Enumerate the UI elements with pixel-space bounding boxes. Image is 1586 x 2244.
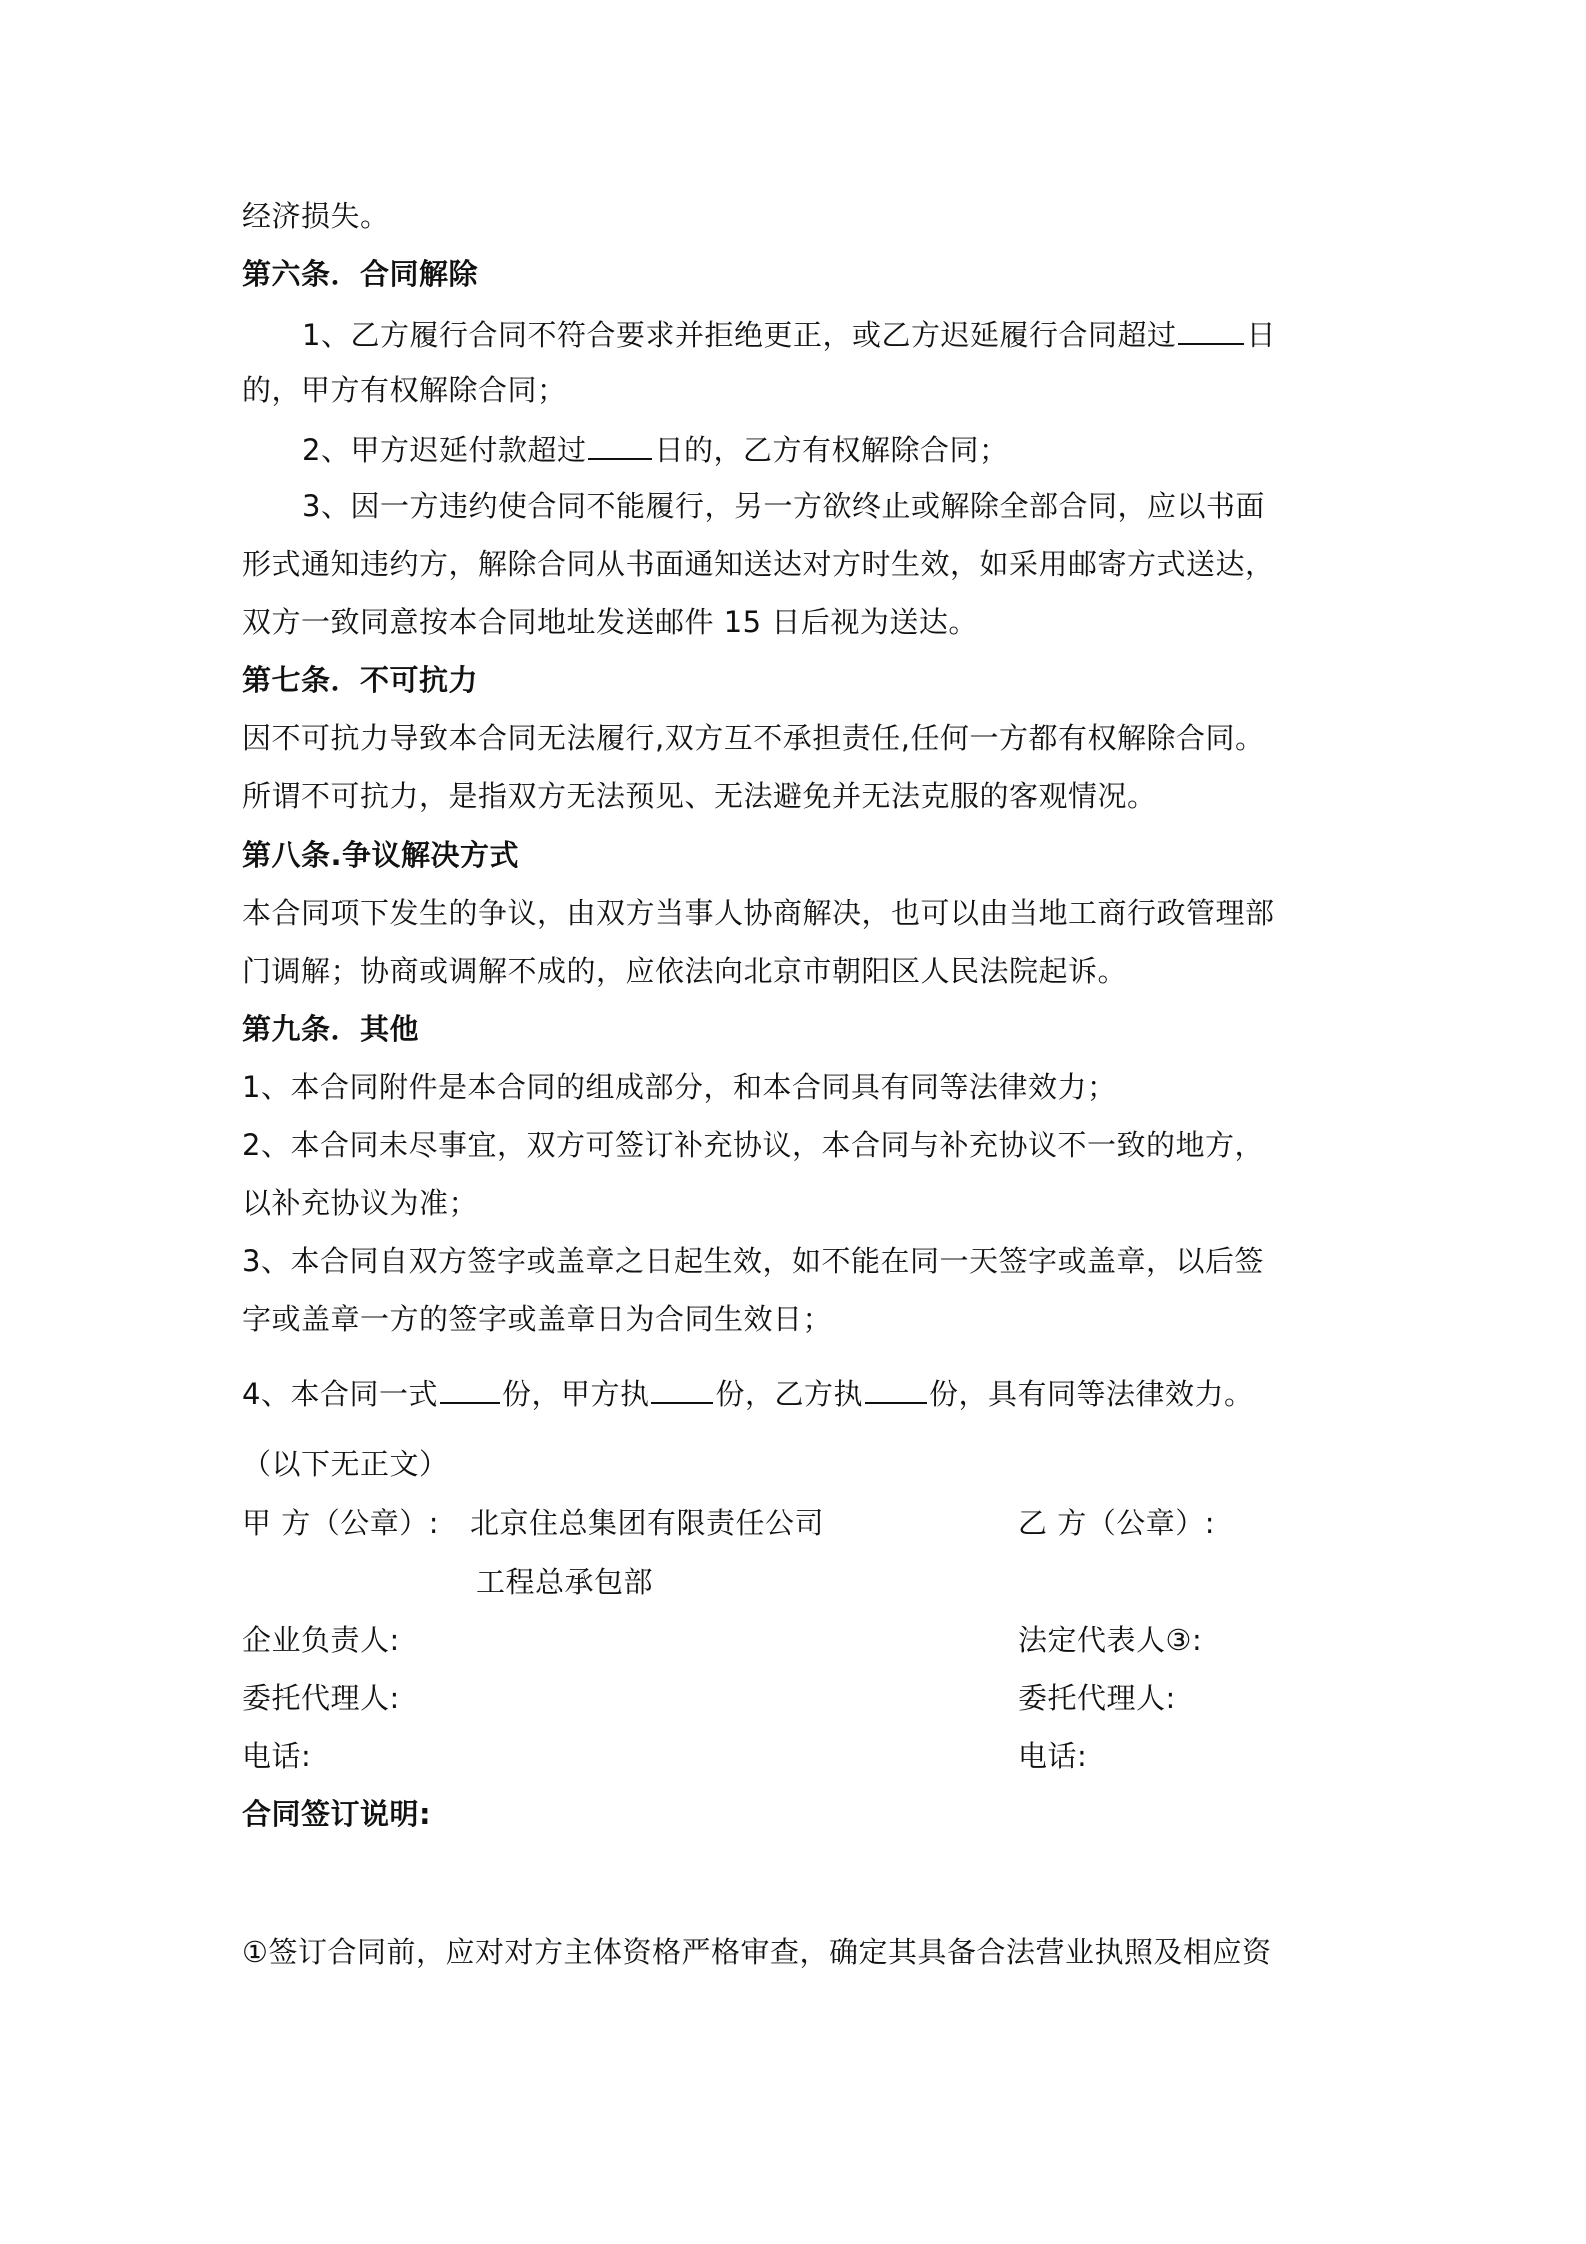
party-a-phone: 电话: [242,1739,312,1773]
text-line: 门调解；协商或调解不成的，应依法向北京市朝阳区人民法院起诉。 [242,954,1128,988]
no-more-text-note: （以下无正文） [242,1447,449,1481]
article-6-item-2 [302,428,1008,470]
text-line: 2、本合同未尽事宜，双方可签订补充协议，本合同与补充协议不一致的地方， [242,1128,1264,1162]
fill-blank [1178,313,1244,345]
article-6-item-1 [302,313,1276,355]
fill-blank [440,1372,500,1404]
party-b-legal-rep: 法定代表人③: [1018,1623,1203,1657]
fill-blank [588,428,652,460]
text-segment: 份，甲方执 [501,1377,650,1411]
article-9-item-4 [242,1372,1254,1414]
party-a-leader: 企业负责人: [242,1623,400,1657]
article-7-heading: 第七条．不可抗力 [242,663,479,697]
article-6-item-3: 3、因一方违约使合同不能履行，另一方欲终止或解除全部合同，应以书面 [302,489,1265,523]
fill-blank [651,1372,713,1404]
signing-note-1: ①签订合同前，应对对方主体资格严格审查，确定其具备合法营业执照及相应资 [242,1935,1272,1969]
text-segment: 日的，乙方有权解除合同； [654,433,1009,467]
text-line: 因不可抗力导致本合同无法履行,双方互不承担责任,任何一方都有权解除合同。 [242,721,1265,755]
party-a-label: 甲 方（公章）: [242,1506,439,1540]
text-segment: 1、乙方履行合同不符合要求并拒绝更正，或乙方迟延履行合同超过 [302,318,1177,352]
article-9-heading: 第九条．其他 [242,1012,420,1046]
text-line: 经济损失。 [242,199,390,233]
text-line: 所谓不可抗力，是指双方无法预见、无法避免并无法克服的客观情况。 [242,779,1157,813]
signing-notes-heading: 合同签订说明: [242,1797,432,1831]
party-a-dept: 工程总承包部 [476,1565,654,1599]
party-b-agent: 委托代理人: [1018,1681,1176,1715]
text-line: 本合同项下发生的争议，由双方当事人协商解决，也可以由当地工商行政管理部 [242,896,1275,930]
text-line: 字或盖章一方的签字或盖章日为合同生效日； [242,1302,833,1336]
party-b-label: 乙 方（公章）: [1018,1506,1215,1540]
text-segment: 份，具有同等法律效力。 [928,1377,1254,1411]
text-segment: 份，乙方执 [715,1377,863,1411]
fill-blank [865,1372,927,1404]
article-8-heading: 第八条.争议解决方式 [242,838,520,872]
text-line: 3、本合同自双方签字或盖章之日起生效，如不能在同一天签字或盖章，以后签 [242,1244,1264,1278]
party-b-phone: 电话: [1018,1739,1088,1773]
party-a-name: 北京住总集团有限责任公司 [470,1506,825,1540]
text-segment: 日 [1246,318,1276,352]
text-line: 1、本合同附件是本合同的组成部分，和本合同具有同等法律效力； [242,1070,1117,1104]
text-line: 以补充协议为准； [242,1186,479,1220]
text-line: 形式通知违约方，解除合同从书面通知送达对方时生效，如采用邮寄方式送达， [242,547,1275,581]
text-line: 双方一致同意按本合同地址发送邮件 15 日后视为送达。 [242,605,978,639]
text-segment: 2、甲方迟延付款超过 [302,433,587,467]
text-line: 的，甲方有权解除合同； [242,373,567,407]
article-6-heading: 第六条．合同解除 [242,257,479,291]
party-a-agent: 委托代理人: [242,1681,400,1715]
text-segment: 4、本合同一式 [242,1377,438,1411]
